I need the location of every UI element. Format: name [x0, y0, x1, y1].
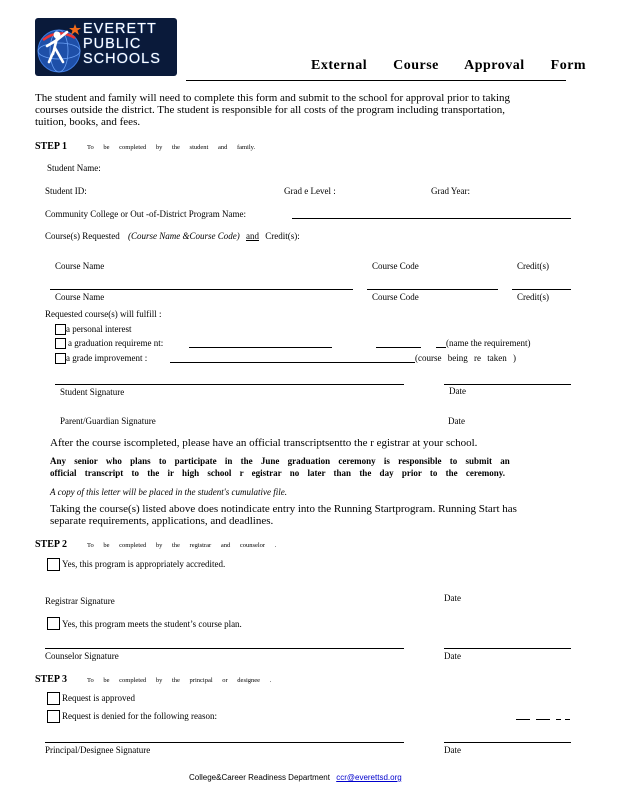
- grade-improvement-field[interactable]: [170, 362, 415, 363]
- student-id-label: Student ID:: [45, 186, 87, 196]
- counselor-date-line[interactable]: [444, 648, 571, 649]
- principal-signature-label: Principal/Designee Signature: [45, 745, 151, 755]
- counselor-signature-line[interactable]: [45, 648, 404, 649]
- principal-date-line[interactable]: [444, 742, 571, 743]
- approved-checkbox[interactable]: [47, 692, 60, 705]
- parent-signature-label: Parent/Guardian Signature: [60, 416, 156, 426]
- grade-improvement-checkbox[interactable]: [55, 353, 66, 364]
- logo-line-2: PUBLIC: [83, 36, 142, 52]
- principal-date-label: Date: [444, 745, 461, 755]
- grade-improvement-label: a grade improvement :: [66, 353, 148, 363]
- course-code-header-2: Course Code: [372, 292, 419, 302]
- credits-field-1[interactable]: [512, 289, 571, 290]
- personal-interest-checkbox[interactable]: [55, 324, 66, 335]
- running-start-line-1: Taking the course(s) listed above does notindicate entry into the Running Startprogram. Running Start has: [50, 503, 517, 515]
- graduation-requirement-label: a graduation requireme nt:: [68, 338, 164, 348]
- footer-email-link[interactable]: ccr@everettsd.org: [336, 773, 402, 782]
- denied-label: Request is denied for the following reason:: [62, 711, 217, 721]
- fulfill-label: Requested course(s) will fulfill :: [45, 309, 162, 319]
- graduation-requirement-name: (name the requirement): [446, 338, 531, 348]
- student-date-line[interactable]: [444, 384, 571, 385]
- courses-label-credit: Credit(s):: [265, 231, 300, 241]
- course-code-field-1[interactable]: [367, 289, 498, 290]
- step3-label: STEP 3: [35, 674, 67, 685]
- personal-interest-label: a personal interest: [66, 324, 132, 334]
- course-name-header-1: Course Name: [55, 261, 105, 271]
- counselor-date-label: Date: [444, 651, 461, 661]
- logo-wordmark: [83, 22, 161, 67]
- college-program-field[interactable]: [292, 218, 571, 219]
- grad-year-label: Grad Year:: [431, 186, 470, 196]
- logo-line-3: SCHOOLS: [83, 51, 161, 67]
- graduation-requirement-field[interactable]: [189, 347, 332, 348]
- intro-line-1: The student and family will need to complete this form and submit to the school for approval prior to taking: [35, 92, 511, 104]
- grade-improvement-retaken: (course being re taken ): [415, 353, 516, 363]
- course-plan-checkbox[interactable]: [47, 617, 60, 630]
- course-name-header-2: Course Name: [55, 292, 105, 302]
- courses-label-and: and: [245, 231, 259, 241]
- courses-requested-label: [45, 231, 300, 241]
- graduation-requirement-field-3[interactable]: [436, 347, 446, 348]
- step2-label: STEP 2: [35, 539, 67, 550]
- student-name-label: Student Name:: [47, 163, 101, 173]
- course-code-header-1: Course Code: [372, 261, 419, 271]
- intro-line-3: tuition, books, and fees.: [35, 116, 141, 128]
- student-date-label: Date: [449, 386, 466, 396]
- footer-department: College&Career Readiness Department: [189, 773, 330, 782]
- courses-label-text: Course(s) Requested: [45, 231, 120, 241]
- step3-description: To be completed by the principal or designee .: [87, 677, 272, 684]
- parent-date-label: Date: [448, 416, 465, 426]
- denied-reason-field-2[interactable]: [536, 719, 550, 720]
- denied-reason-field-4[interactable]: [565, 719, 570, 720]
- student-signature-line[interactable]: [55, 384, 404, 385]
- running-start-line-2: separate requirements, applications, and deadlines.: [50, 515, 274, 527]
- college-program-label: Community College or Out -of-District Program Name:: [45, 209, 246, 219]
- courses-label-italic: (Course Name &Course Code): [127, 231, 240, 241]
- grade-level-label: Grad e Level :: [284, 186, 336, 196]
- graduation-requirement-field-2[interactable]: [376, 347, 421, 348]
- course-name-field-1[interactable]: [50, 289, 353, 290]
- course-plan-label: Yes, this program meets the student’s course plan.: [62, 619, 242, 629]
- accredited-label: Yes, this program is appropriately accredited.: [62, 559, 226, 569]
- accredited-checkbox[interactable]: [47, 558, 60, 571]
- credits-header-2: Credit(s): [517, 292, 549, 302]
- copy-note: A copy of this letter will be placed in the student's cumulative file.: [50, 487, 287, 497]
- district-logo: [35, 18, 177, 76]
- graduation-requirement-checkbox[interactable]: [55, 338, 66, 349]
- step1-description: To be completed by the student and family.: [87, 144, 256, 151]
- approved-label: Request is approved: [62, 693, 135, 703]
- logo-line-1: EVERETT: [83, 21, 157, 37]
- intro-line-2: courses outside the district. The student is responsible for all costs of the program including transportation,: [35, 104, 505, 116]
- counselor-signature-label: Counselor Signature: [45, 651, 119, 661]
- denied-reason-field-1[interactable]: [516, 719, 530, 720]
- form-title: External Course Approval Form: [311, 58, 587, 73]
- credits-header-1: Credit(s): [517, 261, 549, 271]
- denied-checkbox[interactable]: [47, 710, 60, 723]
- senior-note-line-1: Any senior who plans to participate in the June graduation ceremony is responsible to submit an: [50, 456, 510, 466]
- footer: [189, 773, 402, 782]
- registrar-signature-label: Registrar Signature: [45, 596, 115, 606]
- senior-note-line-2: official transcript to the ir high school r egistrar no later than the day prior to the ceremony.: [50, 468, 505, 478]
- step1-label: STEP 1: [35, 141, 67, 152]
- after-course-note: After the course iscompleted, please have an official transcriptsentto the r egistrar at your school.: [50, 437, 478, 449]
- student-signature-label: Student Signature: [60, 387, 125, 397]
- step2-description: To be completed by the registrar and counselor .: [87, 542, 277, 549]
- denied-reason-field-3[interactable]: [556, 719, 561, 720]
- principal-signature-line[interactable]: [45, 742, 404, 743]
- registrar-date-label: Date: [444, 593, 461, 603]
- title-rule: [186, 80, 566, 81]
